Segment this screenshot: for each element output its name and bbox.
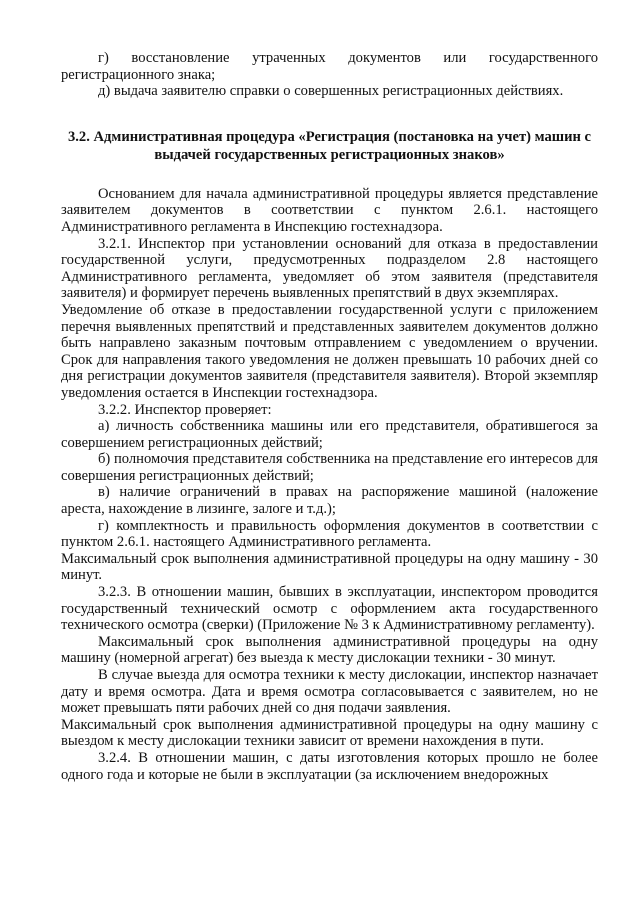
paragraph-3-2-2: 3.2.2. Инспектор проверяет: — [98, 401, 272, 418]
paragraph-3-2-3: 3.2.3. В отношении машин, бывших в эксплуатации, инспектором проводится государственный технический осмотр с оформлением акта государственного технического осмотра (сверки) (Приложение № 3 к Административному регламенту). — [61, 584, 598, 634]
paragraph-3-2-4: 3.2.4. В отношении машин, с даты изготовления которых прошло не более одного года и которые не были в эксплуатации (за исключением внедорожных — [61, 749, 598, 783]
paragraph-3-2-1: 3.2.1. Инспектор при установлении оснований для отказа в предоставлении государственной услуги, предусмотренных подразделом 2.8 настоящего Административного регламента, уведомляет об этом заявителя (представителя заявителя) и формирует перечень выявленных препятствий в двух экземплярах. — [61, 235, 598, 302]
paragraph-max-time-3: Максимальный срок выполнения административной процедуры на одну машину с выездом к месту дислокации техники зависит от времени нахождения в пути. — [61, 716, 598, 750]
list-item-g2: г) комплектность и правильность оформления документов в соответствии с пунктом 2.6.1. настоящего Административного регламента. — [61, 517, 598, 551]
paragraph-refusal-notice: Уведомление об отказе в предоставлении государственной услуги с приложением перечня выявленных препятствий и представленных заявителем документов должно быть направлено заказным почтовым отправлением с уведомлением о вручении. Срок для направления такого уведомления не должен превышать 10 рабочих дней со дня регистрации документов заявителя (представителя заявителя). Второй экземпляр уведомления остается в Инспекции гостехнадзора. — [61, 301, 598, 401]
paragraph-basis: Основанием для начала административной процедуры является представление заявителем документов в соответствии с пунктом 2.6.1. настоящего Административного регламента в Инспекцию гостехнадзора. — [61, 185, 598, 235]
document-page — [61, 50, 598, 783]
list-item-g: г) восстановление утраченных документов или государственного регистрационного знака; — [61, 50, 598, 83]
section-heading: 3.2. Административная процедура «Регистрация (постановка на учет) машин с выдачей государственных регистрационных знаков» — [67, 128, 592, 163]
list-item-v: в) наличие ограничений в правах на распоряжение машиной (наложение ареста, нахождение в лизинге, залоге и т.д.); — [61, 484, 598, 518]
list-item-a: а) личность собственника машины или его представителя, обратившегося за совершением регистрационных действий; — [61, 418, 598, 451]
paragraph-max-time-1: Максимальный срок выполнения административной процедуры на одну машину - 30 минут. — [61, 550, 598, 584]
list-item-d: д) выдача заявителю справки о совершенных регистрационных действиях. — [98, 83, 564, 100]
paragraph-site-visit: В случае выезда для осмотра техники к месту дислокации, инспектор назначает дату и время осмотра. Дата и время осмотра согласовывается с заявителем, но не может превышать пяти рабочих дней со дня подачи заявления. — [61, 667, 598, 717]
paragraph-max-time-2: Максимальный срок выполнения административной процедуры на одну машину (номерной агрегат) без выезда к месту дислокации техники - 30 минут. — [61, 633, 598, 667]
list-item-b: б) полномочия представителя собственника на представление его интересов для совершения регистрационных действий; — [61, 451, 598, 484]
